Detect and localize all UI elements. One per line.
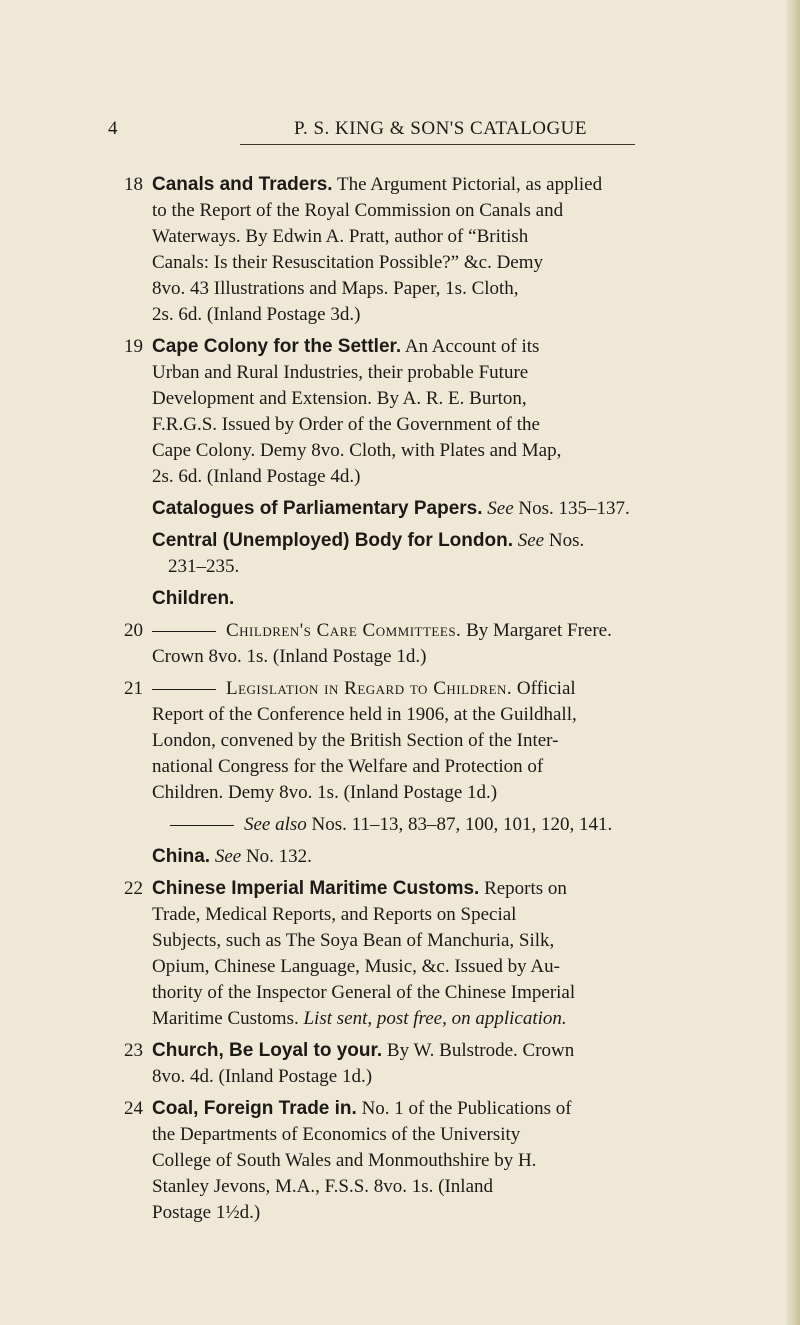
- entry-heading: Chinese Imperial Maritime Customs.: [152, 878, 480, 899]
- entry-text: national Congress for the Welfare and Protection of: [152, 756, 544, 777]
- entry-heading: Cape Colony for the Settler.: [152, 336, 402, 357]
- see-numbers-continued: 231–235.: [168, 556, 240, 577]
- entry-18: [0, 172, 800, 328]
- entry-italic-note: List sent, post free, on application.: [303, 1008, 567, 1029]
- entry-number: 21: [124, 678, 143, 699]
- entry-text: Maritime Customs.: [152, 1008, 299, 1029]
- entry-text: F.R.G.S. Issued by Order of the Government of the: [152, 414, 540, 435]
- entry-text: Canals: Is their Resuscitation Possible?” &c. Demy: [152, 252, 544, 273]
- running-title: P. S. KING & SON'S CATALOGUE: [293, 118, 588, 139]
- entry-text: Development and Extension. By A. R. E. Burton,: [152, 388, 527, 409]
- see-reference: See: [214, 846, 242, 867]
- entry-text: Waterways. By Edwin A. Pratt, author of “British: [152, 226, 529, 247]
- entry-text: Cape Colony. Demy 8vo. Cloth, with Plates and Map,: [152, 440, 562, 461]
- entry-text: By W. Bulstrode. Crown: [386, 1040, 575, 1061]
- entry-text: Official: [516, 678, 576, 699]
- entry-number: 24: [124, 1098, 143, 1119]
- entry-text: By Margaret Frere.: [466, 620, 612, 641]
- entry-20: [0, 618, 800, 670]
- see-reference: See: [517, 530, 545, 551]
- entry-text: Trade, Medical Reports, and Reports on Special: [152, 904, 517, 925]
- entry-text: 2s. 6d. (Inland Postage 4d.): [152, 466, 361, 487]
- entry-heading: China.: [152, 846, 211, 867]
- entry-text: 2s. 6d. (Inland Postage 3d.): [152, 304, 361, 325]
- entry-text: thority of the Inspector General of the Chinese Imperial: [152, 982, 576, 1003]
- entry-number: 19: [124, 336, 143, 357]
- entry-text: Crown 8vo. 1s. (Inland Postage 1d.): [152, 646, 427, 667]
- entry-22: [0, 876, 800, 1032]
- entry-number: 20: [124, 620, 143, 641]
- entry-central-unemployed-body: [0, 528, 800, 580]
- entry-heading: Catalogues of Parliamentary Papers.: [152, 498, 483, 519]
- entry-text: College of South Wales and Monmouthshire by H.: [152, 1150, 537, 1171]
- entry-children: [0, 586, 800, 612]
- entry-21: [0, 676, 800, 806]
- entry-heading: Church, Be Loyal to your.: [152, 1040, 383, 1061]
- entry-text: Opium, Chinese Language, Music, &c. Issued by Au-: [152, 956, 560, 977]
- entry-text: Children. Demy 8vo. 1s. (Inland Postage 1d.): [152, 782, 498, 803]
- entry-text: Postage 1½d.): [152, 1202, 261, 1223]
- page-number: 4: [108, 118, 118, 139]
- entry-text: Urban and Rural Industries, their probable Future: [152, 362, 529, 383]
- see-also-reference: See also: [244, 814, 307, 835]
- catalogue-entries: [0, 172, 800, 1226]
- entry-text: Reports on: [484, 878, 567, 899]
- entry-text: Subjects, such as The Soya Bean of Manchuria, Silk,: [152, 930, 555, 951]
- entry-text: An Account of its: [404, 336, 540, 357]
- entry-text: 8vo. 43 Illustrations and Maps. Paper, 1s. Cloth,: [152, 278, 519, 299]
- entry-text: The Argument Pictorial, as applied: [337, 174, 603, 195]
- ditto-dash: [152, 631, 216, 632]
- see-numbers: Nos.: [548, 530, 585, 551]
- entry-text: to the Report of the Royal Commission on Canals and: [152, 200, 564, 221]
- entry-catalogues-parliamentary-papers: [0, 496, 800, 522]
- see-reference: See: [487, 498, 514, 519]
- entry-number: 23: [124, 1040, 143, 1061]
- entry-title-small-caps: Legislation in Regard to Children.: [226, 678, 513, 699]
- entry-number: 22: [124, 878, 143, 899]
- entry-text: Report of the Conference held in 1906, at the Guildhall,: [152, 704, 577, 725]
- entry-see-also: [0, 812, 800, 838]
- entry-23: [0, 1038, 800, 1090]
- entry-24: [0, 1096, 800, 1226]
- ditto-dash: [170, 825, 234, 826]
- header-rule: [240, 144, 635, 145]
- entry-heading: Coal, Foreign Trade in.: [152, 1098, 357, 1119]
- entry-19: [0, 334, 800, 490]
- entry-heading: Children.: [152, 588, 235, 609]
- entry-text: No. 1 of the Publications of: [361, 1098, 572, 1119]
- entry-text: Stanley Jevons, M.A., F.S.S. 8vo. 1s. (Inland: [152, 1176, 494, 1197]
- see-numbers: Nos. 135–137.: [518, 498, 630, 519]
- entry-heading: Canals and Traders.: [152, 174, 333, 195]
- see-also-numbers: Nos. 11–13, 83–87, 100, 101, 120, 141.: [311, 814, 613, 835]
- entry-text: London, convened by the British Section of the Inter-: [152, 730, 559, 751]
- entry-text: the Departments of Economics of the University: [152, 1124, 521, 1145]
- entry-heading: Central (Unemployed) Body for London.: [152, 530, 513, 551]
- see-numbers: No. 132.: [245, 846, 312, 867]
- entry-number: 18: [124, 174, 143, 195]
- entry-title-small-caps: Children's Care Committees.: [226, 620, 462, 641]
- ditto-dash: [152, 689, 216, 690]
- entry-text: 8vo. 4d. (Inland Postage 1d.): [152, 1066, 373, 1087]
- entry-china: [0, 844, 800, 870]
